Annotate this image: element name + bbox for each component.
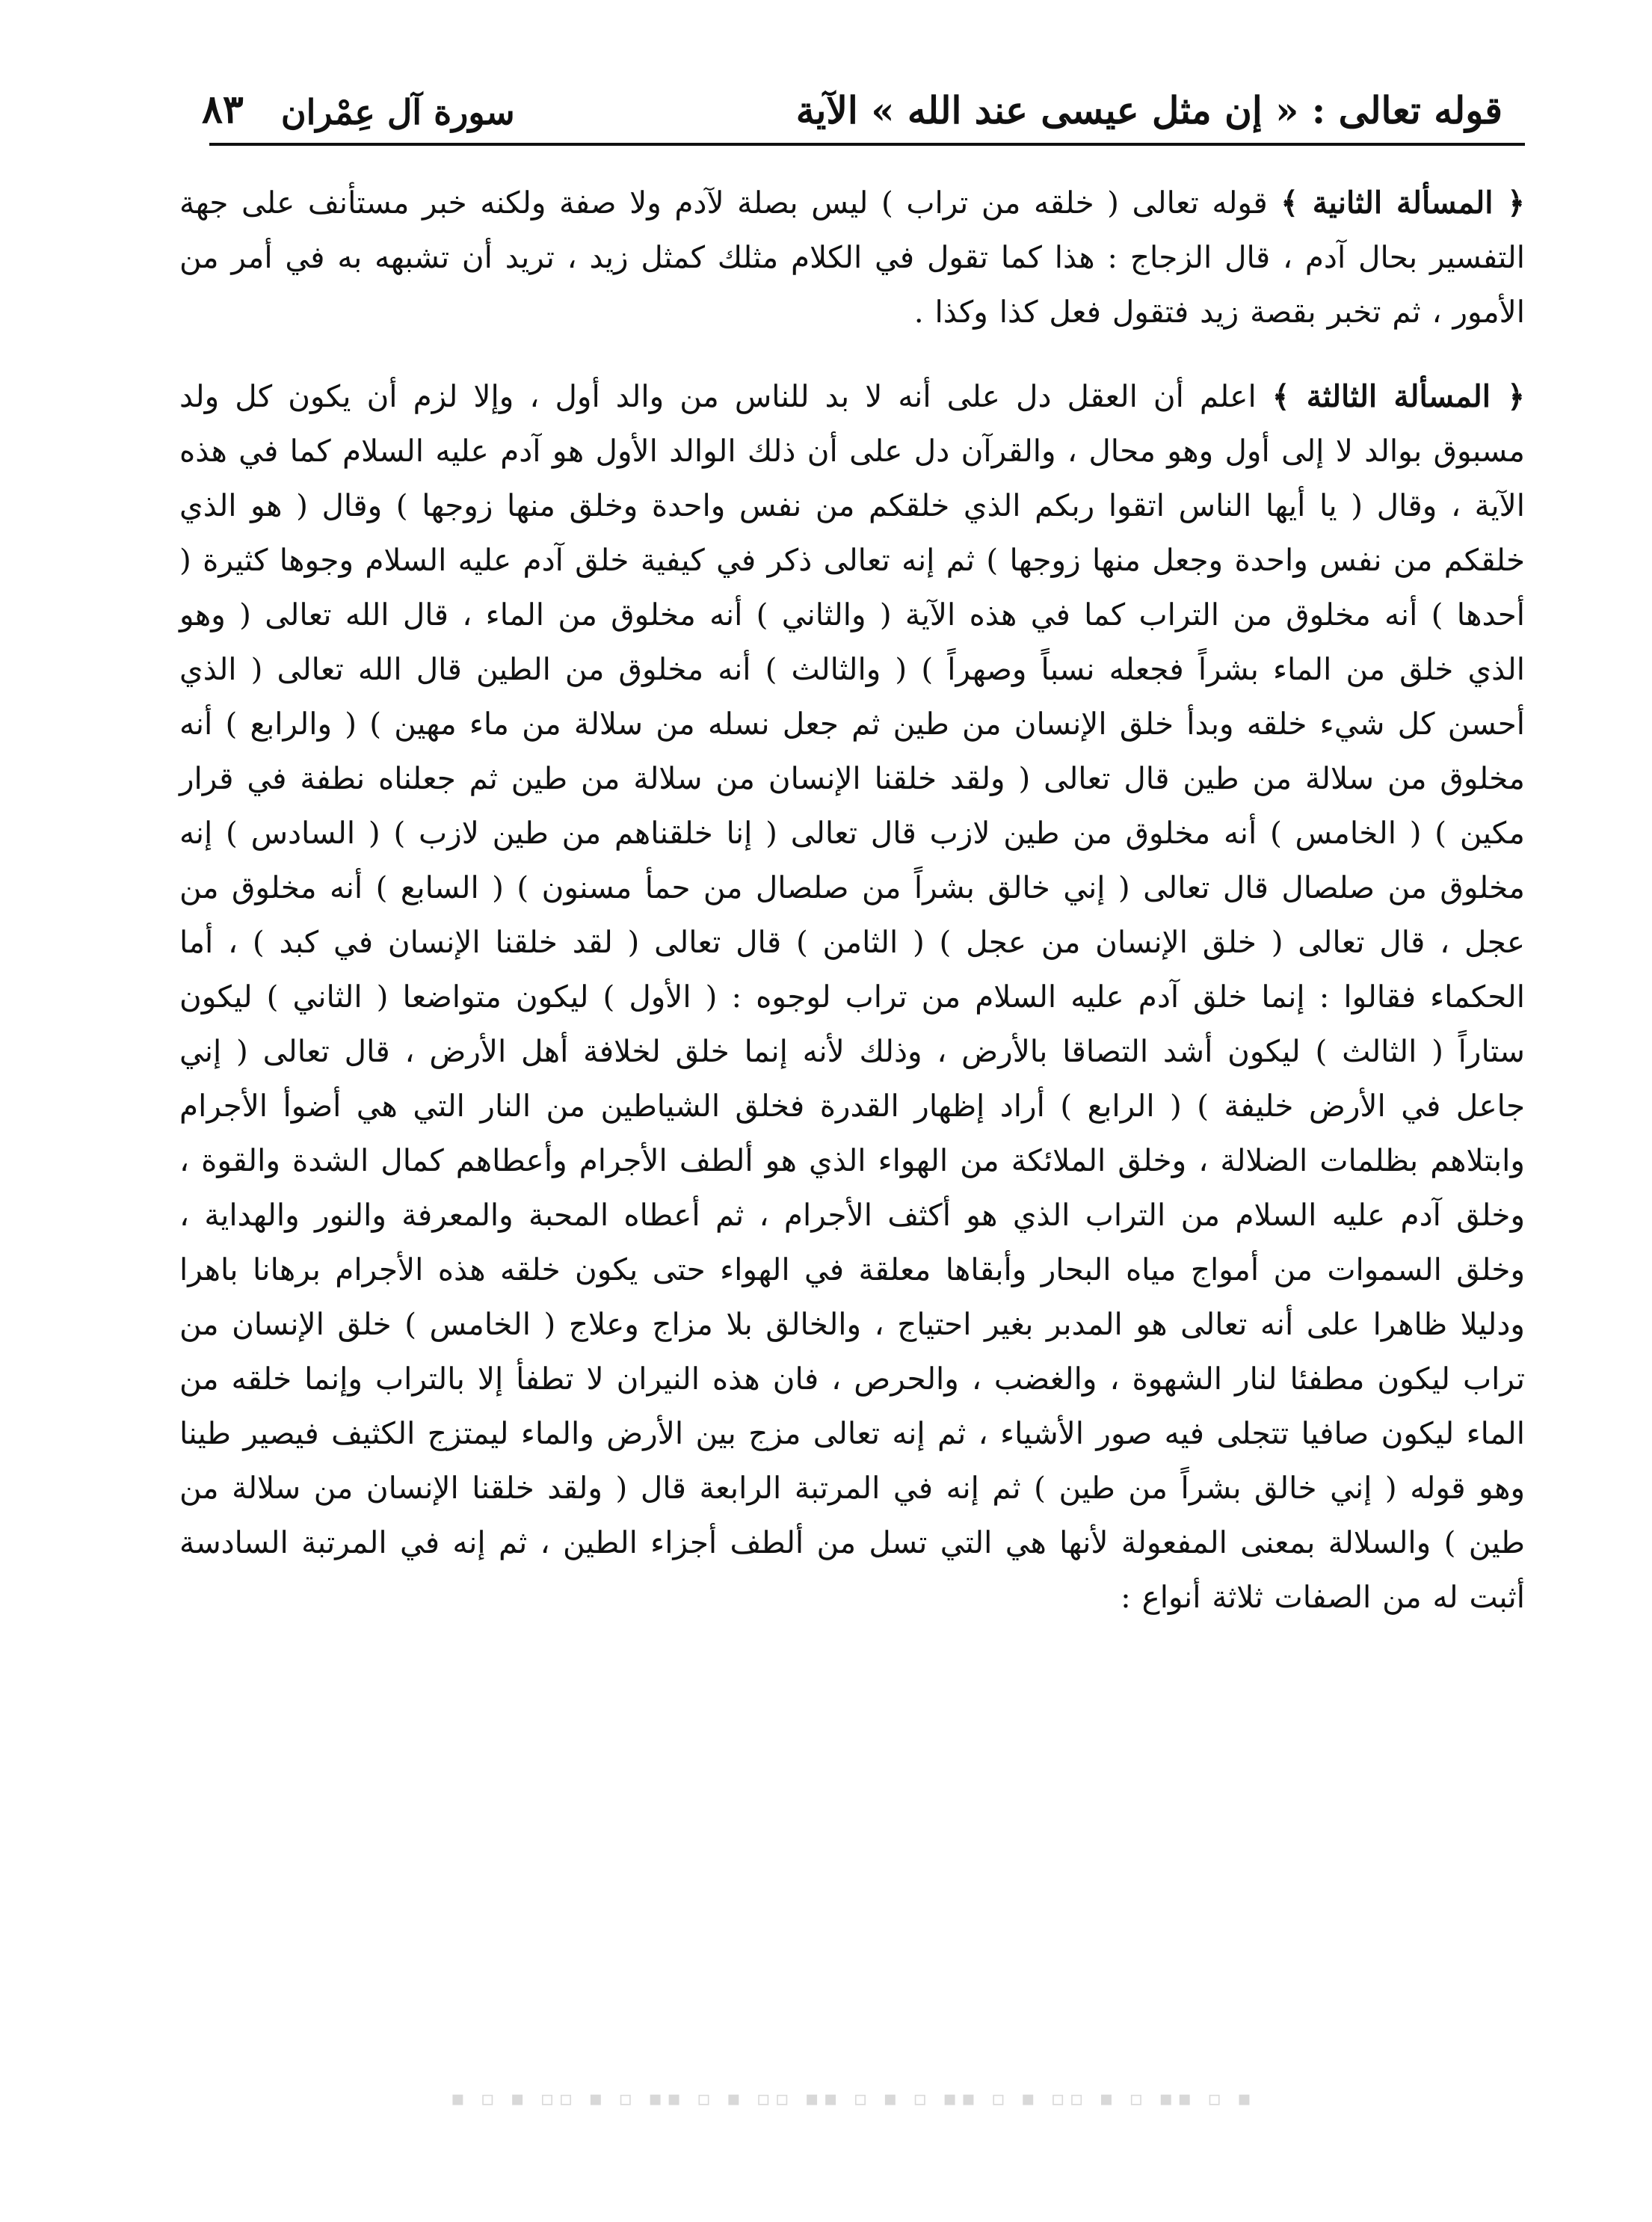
paragraph-heading: ﴿ المسألة الثانية ﴾: [1280, 185, 1525, 221]
paragraph-text: قوله تعالى ( خلقه من تراب ) ليس بصلة لآدم ولا صفة ولكنه خبر مستأنف على جهة التفسير بحال آدم ، قال الزجاج : هذا كما تقول في الكلام مثلك كمثل زيد ، تريد أن تشبهه به في أمر من الأمور ، ثم تخبر بقصة زيد فتقول فعل كذا وكذا .: [179, 185, 1525, 330]
surah-name: سورة آل عِمْران: [280, 92, 515, 132]
page-body: [179, 176, 1525, 1625]
header-divider: [209, 143, 1525, 146]
paragraph-text: اعلم أن العقل دل على أنه لا بد للناس من والد أول ، وإلا لزم أن يكون كل ولد مسبوق بوالد لا إلى أول وهو محال ، والقرآن دل على أن ذلك الوالد الأول هو آدم عليه السلام كما في هذه الآية ، وقال ( يا أيها الناس اتقوا ربكم الذي خلقكم من نفس واحدة وخلق منها زوجها ) وقال ( هو الذي خلقكم من نفس واحدة وجعل منها زوجها ) ثم إنه تعالى ذكر في كيفية خلق آدم عليه السلام وجوها كثيرة ( أحدها ) أنه مخلوق من التراب كما في هذه الآية ( والثاني ) أنه مخلوق من الماء ، قال الله تعالى ( وهو الذي خلق من الماء بشراً فجعله نسباً وصهراً ) ( والثالث ) أنه مخلوق من الطين قال الله تعالى ( الذي أحسن كل شيء خلقه وبدأ خلق الإنسان من طين ثم جعل نسله من سلالة من ماء مهين ) ( والرابع ) أنه مخلوق من سلالة من طين قال تعالى ( ولقد خلقنا الإنسان من سلالة من طين ثم جعلناه نطفة في قرار مكين ) ( الخامس ) أنه مخلوق من طين لازب قال تعالى ( إنا خلقناهم من طين لازب ) ( السادس ) إنه مخلوق من صلصال قال تعالى ( إني خالق بشراً من صلصال من حمأ مسنون ) ( السابع ) أنه مخلوق من عجل ، قال تعالى ( خلق الإنسان من عجل ) ( الثامن ) قال تعالى ( لقد خلقنا الإنسان في كبد ) ، أما الحكماء فقالوا : إنما خلق آدم عليه السلام من تراب لوجوه : ( الأول ) ليكون متواضعا ( الثاني ) ليكون ستاراً ( الثالث ) ليكون أشد التصاقا بالأرض ، وذلك لأنه إنما خلق لخلافة أهل الأرض ، قال تعالى ( إني جاعل في الأرض خليفة ) ( الرابع ) أراد إظهار القدرة فخلق الشياطين من النار التي هي أضوأ الأجرام وابتلاهم بظلمات الضلالة ، وخلق الملائكة من الهواء الذي هو ألطف الأجرام وأعطاهم كمال الشدة والقوة ، وخلق آدم عليه السلام من التراب الذي هو أكثف الأجرام ، ثم أعطاه المحبة والمعرفة والنور والهداية ، وخلق السموات من أمواج مياه البحار وأبقاها معلقة في الهواء حتى يكون خلقه هذه الأجرام برهانا باهرا ودليلا ظاهرا على أنه تعالى هو المدبر بغير احتياج ، والخالق بلا مزاج وعلاج ( الخامس ) خلق الإنسان من تراب ليكون مطفئا لنار الشهوة ، والغضب ، والحرص ، فان هذه النيران لا تطفأ إلا بالتراب وإنما خلقه من الماء ليكون صافيا تتجلى فيه صور الأشياء ، ثم إنه تعالى مزج بين الأرض والماء ليمتزج الكثيف فيصير طينا وهو قوله ( إني خالق بشراً من طين ) ثم إنه في المرتبة الرابعة قال ( ولقد خلقنا الإنسان من سلالة من طين ) والسلالة بمعنى المفعولة لأنها هي التي تسل من ألطف أجزاء الطين ، ثم إنه في المرتبة السادسة أثبت له من الصفات ثلاثة أنواع :: [179, 378, 1525, 1615]
running-title: قوله تعالى : « إن مثل عيسى عند الله » الآية: [795, 88, 1502, 132]
paragraph-second-issue: [179, 176, 1525, 339]
book-page: [179, 45, 1525, 2183]
paragraph-heading: ﴿ المسألة الثالثة ﴾: [1272, 378, 1525, 414]
paragraph-third-issue: [179, 369, 1525, 1625]
page-number: ٨٣: [202, 87, 244, 132]
page-header: [179, 45, 1525, 146]
bleed-through-marks: ▪ ▫ ▪▪ ▫ ▪ ▫▫ ▪ ▫ ▪▪ ▫ ▪ ▫ ▪▪ ▫▫ ▪ ▫ ▪▪ ▫ ▪ ▫▫ ▪ ▫ ▪: [450, 2086, 1256, 2108]
